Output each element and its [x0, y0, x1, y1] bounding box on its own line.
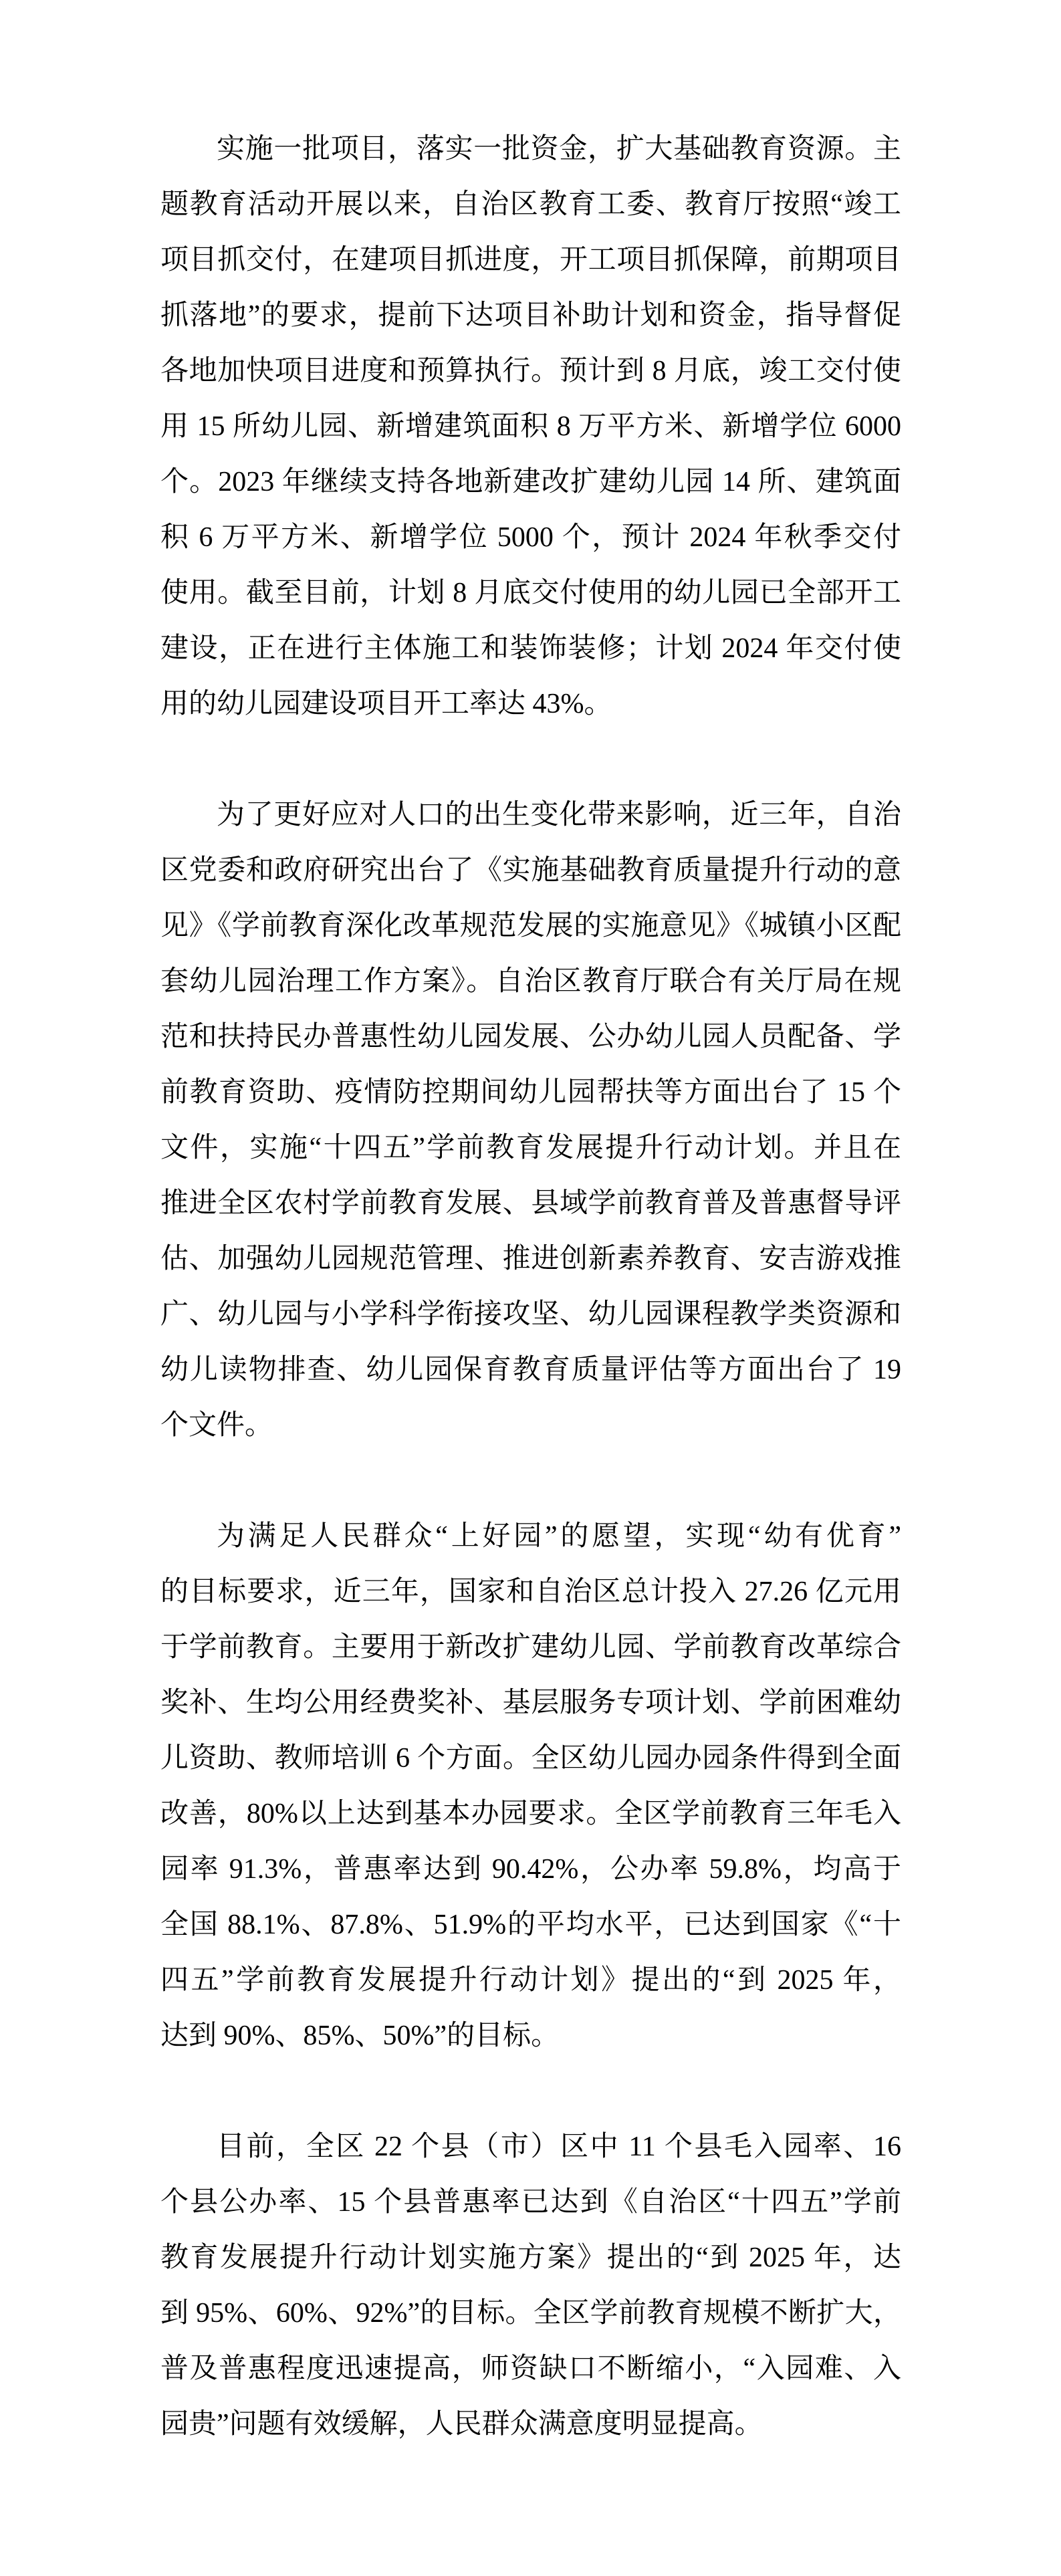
paragraph [160, 2119, 901, 2452]
text-line: 区党委和政府研究出台了《实施基础教育质量提升行动的意 [160, 855, 901, 886]
text-line: 广、幼儿园与小学科学衔接攻坚、幼儿园课程教学类资源和 [160, 1299, 901, 1330]
text-line: 目前，全区 22 个县（市）区中 11 个县毛入园率、16 [217, 2131, 901, 2162]
text-line: 套幼儿园治理工作方案》。自治区教育厅联合有关厅局在规 [160, 966, 901, 997]
paragraph [160, 1509, 901, 2064]
text-line: 范和扶持民办普惠性幼儿园发展、公办幼儿园人员配备、学 [160, 1022, 901, 1052]
text-line: 估、加强幼儿园规范管理、推进创新素养教育、安吉游戏推 [160, 1244, 901, 1274]
text-line: 推进全区农村学前教育发展、县域学前教育普及普惠督导评 [160, 1188, 901, 1219]
paragraph [160, 788, 901, 1453]
text-line: 普及普惠程度迅速提高，师资缺口不断缩小，“入园难、入 [160, 2353, 901, 2384]
text-line: 为了更好应对人口的出生变化带来影响，近三年，自治 [217, 800, 901, 830]
text-line: 四五”学前教育发展提升行动计划》提出的“到 2025 年， [160, 1965, 901, 1996]
text-line: 为满足人民群众“上好园”的愿望，实现“幼有优育” [217, 1521, 901, 1552]
text-line: 使用。截至目前，计划 8 月底交付使用的幼儿园已全部开工 [160, 578, 901, 608]
text-line: 儿资助、教师培训 6 个方面。全区幼儿园办园条件得到全面 [160, 1743, 901, 1774]
text-line: 达到 90%、85%、50%”的目标。 [160, 2020, 560, 2051]
text-line: 到 95%、60%、92%”的目标。全区学前教育规模不断扩大， [160, 2298, 901, 2329]
paragraph [160, 122, 901, 732]
text-line: 实施一批项目，落实一批资金，扩大基础教育资源。主 [217, 134, 901, 164]
text-line: 个县公办率、15 个县普惠率已达到《自治区“十四五”学前 [160, 2187, 901, 2218]
text-line: 教育发展提升行动计划实施方案》提出的“到 2025 年，达 [160, 2242, 901, 2273]
text-line: 用的幼儿园建设项目开工率达 43%。 [160, 689, 612, 719]
text-line: 园贵”问题有效缓解，人民群众满意度明显提高。 [160, 2409, 763, 2440]
text-line: 题教育活动开展以来，自治区教育工委、教育厅按照“竣工 [160, 189, 901, 220]
text-line: 前教育资助、疫情防控期间幼儿园帮扶等方面出台了 15 个 [160, 1077, 901, 1108]
text-line: 用 15 所幼儿园、新增建筑面积 8 万平方米、新增学位 6000 [160, 411, 901, 442]
text-line: 个。2023 年继续支持各地新建改扩建幼儿园 14 所、建筑面 [160, 467, 901, 497]
text-line: 园率 91.3%，普惠率达到 90.42%，公办率 59.8%，均高于 [160, 1854, 901, 1885]
text-line: 改善，80%以上达到基本办园要求。全区学前教育三年毛入 [160, 1798, 901, 1829]
text-line: 全国 88.1%、87.8%、51.9%的平均水平，已达到国家《“十 [160, 1909, 901, 1940]
text-line: 抓落地”的要求，提前下达项目补助计划和资金，指导督促 [160, 300, 901, 331]
text-line: 各地加快项目进度和预算执行。预计到 8 月底，竣工交付使 [160, 356, 901, 386]
text-line: 个文件。 [160, 1410, 273, 1441]
text-line: 见》《学前教育深化改革规范发展的实施意见》《城镇小区配 [160, 911, 901, 941]
text-line: 文件，实施“十四五”学前教育发展提升行动计划。并且在 [160, 1133, 901, 1163]
text-line: 项目抓交付，在建项目抓进度，开工项目抓保障，前期项目 [160, 245, 901, 275]
text-line: 的目标要求，近三年，国家和自治区总计投入 27.26 亿元用 [160, 1576, 901, 1607]
text-line: 奖补、生均公用经费奖补、基层服务专项计划、学前困难幼 [160, 1687, 901, 1718]
text-line: 积 6 万平方米、新增学位 5000 个，预计 2024 年秋季交付 [160, 522, 901, 553]
text-line: 建设，正在进行主体施工和装饰装修；计划 2024 年交付使 [160, 633, 901, 664]
text-line: 幼儿读物排查、幼儿园保育教育质量评估等方面出台了 19 [160, 1355, 901, 1385]
article-text [160, 122, 901, 2452]
text-line: 于学前教育。主要用于新改扩建幼儿园、学前教育改革综合 [160, 1632, 901, 1663]
